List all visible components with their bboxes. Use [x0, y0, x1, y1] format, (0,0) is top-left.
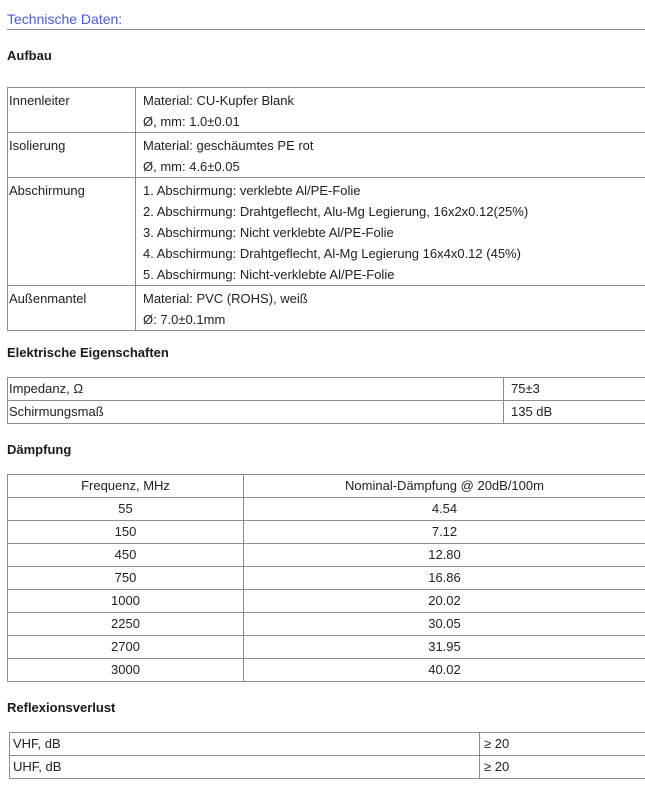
row-label: Außenmantel [8, 286, 136, 331]
row-value: 1. Abschirmung: verklebte Al/PE-Folie 2. Abschirmung: Drahtgeflecht, Alu-Mg Legierung, 16x2x0.12(25%) 3. Abschirmung: Nicht verklebte Al/PE-Folie 4. Abschirmung: Drahtgeflecht, Al-Mg Legierung 16x4x0.12 (45%) 5. Abschirmung: Nicht-verklebte Al/PE-Folie [136, 178, 645, 286]
cell-frequenz: 55 [8, 498, 244, 521]
cell-daempfung: 4.54 [244, 498, 645, 521]
table-row [8, 613, 645, 636]
column-header-frequenz: Frequenz, MHz [8, 475, 244, 498]
aufbau-table [7, 87, 645, 331]
table-row [10, 756, 645, 779]
cell-daempfung: 20.02 [244, 590, 645, 613]
section-title-reflexion: Reflexionsverlust [7, 700, 116, 715]
reflexion-table [9, 732, 645, 779]
section-title-aufbau: Aufbau [7, 48, 52, 63]
row-value: ≥ 20 [480, 756, 645, 779]
row-value: Material: CU-Kupfer Blank Ø, mm: 1.0±0.01 [136, 88, 645, 133]
cell-frequenz: 2250 [8, 613, 244, 636]
table-row [8, 544, 645, 567]
row-value: 75±3 [504, 378, 645, 401]
cell-daempfung: 40.02 [244, 659, 645, 682]
page-title: Technische Daten: [7, 11, 123, 27]
table-row [10, 733, 645, 756]
table-row [8, 567, 645, 590]
row-label: UHF, dB [10, 756, 480, 779]
elektrisch-table [7, 377, 645, 424]
cell-daempfung: 12.80 [244, 544, 645, 567]
cell-daempfung: 7.12 [244, 521, 645, 544]
table-row [8, 590, 645, 613]
row-label: Innenleiter [8, 88, 136, 133]
row-value: 135 dB [504, 401, 645, 424]
section-title-daempfung: Dämpfung [7, 442, 72, 457]
cell-frequenz: 3000 [8, 659, 244, 682]
table-row [8, 88, 645, 133]
cell-frequenz: 1000 [8, 590, 244, 613]
row-value: Material: PVC (ROHS), weiß Ø: 7.0±0.1mm [136, 286, 645, 331]
table-row [8, 133, 645, 178]
row-value: Material: geschäumtes PE rot Ø, mm: 4.6±0.05 [136, 133, 645, 178]
row-label: Isolierung [8, 133, 136, 178]
table-row [8, 636, 645, 659]
cell-frequenz: 150 [8, 521, 244, 544]
row-label: Abschirmung [8, 178, 136, 286]
cell-frequenz: 750 [8, 567, 244, 590]
cell-daempfung: 31.95 [244, 636, 645, 659]
row-label: Impedanz, Ω [8, 378, 504, 401]
table-row [8, 378, 645, 401]
cell-frequenz: 2700 [8, 636, 244, 659]
table-row [8, 286, 645, 331]
row-value: ≥ 20 [480, 733, 645, 756]
cell-daempfung: 16.86 [244, 567, 645, 590]
section-title-elektrisch: Elektrische Eigenschaften [7, 345, 169, 360]
cell-frequenz: 450 [8, 544, 244, 567]
table-row [8, 401, 645, 424]
daempfung-table [7, 474, 645, 682]
table-row [8, 659, 645, 682]
title-divider [7, 29, 645, 30]
row-label: VHF, dB [10, 733, 480, 756]
table-row [8, 521, 645, 544]
table-row [8, 498, 645, 521]
column-header-daempfung: Nominal-Dämpfung @ 20dB/100m [244, 475, 645, 498]
table-header-row [8, 475, 645, 498]
table-row [8, 178, 645, 286]
cell-daempfung: 30.05 [244, 613, 645, 636]
row-label: Schirmungsmaß [8, 401, 504, 424]
